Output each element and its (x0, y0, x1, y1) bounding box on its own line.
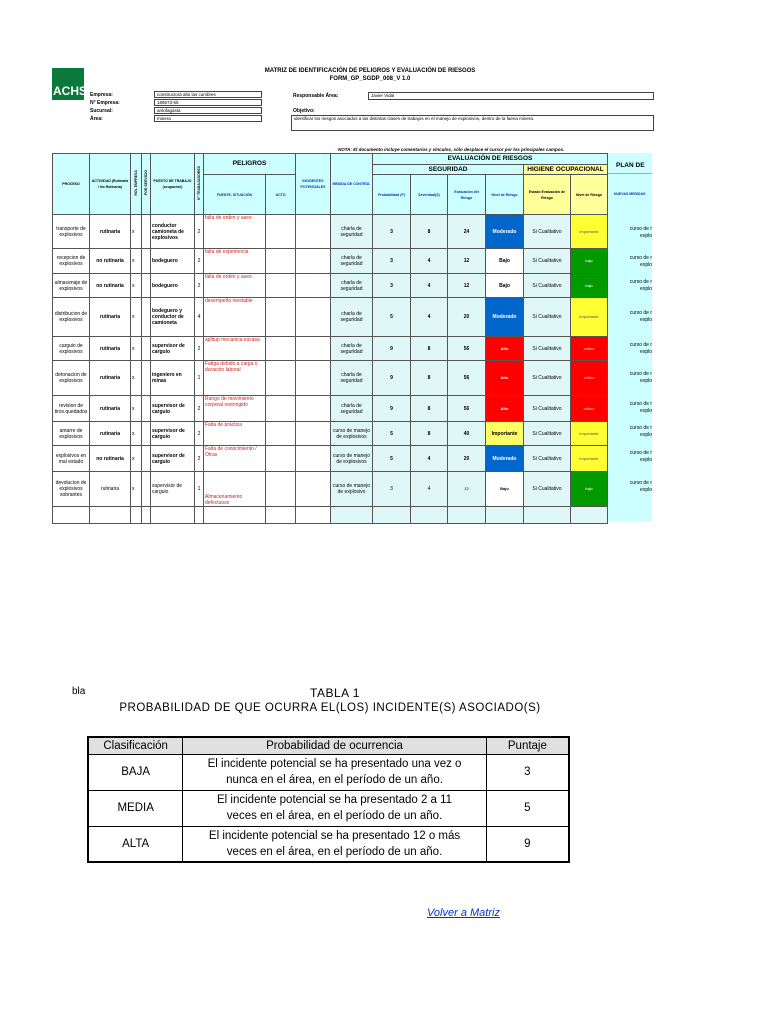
objetivo-field[interactable]: identificar los riesgos asociados a las distintas clases de trabajos en el manejo de explosivos, dentro de la faena minera. (291, 115, 654, 131)
higiene-header: HIGIENE OCUPACIONAL (524, 165, 608, 175)
objetivo-label: Objetivo: (293, 108, 315, 114)
table-row: transporte de explosivos rutinaria x conductor camioneta de explosivos 2 falta de orden y aseo charla de seguridad 3 8 24 Moderado Si Cualitativo importante (53, 215, 608, 249)
table-row-empty (53, 507, 608, 524)
plan-cell: explo (640, 378, 652, 384)
table-row: explosivos en mal estado no rutinaria x supervisor de carguio 2 Falta de conocimiento / Otras curso de manejo de explosivos 5 4 20 Moderado Si Cualitativo importante (53, 446, 608, 472)
plan-cell: curso de r (629, 371, 652, 377)
matrix-title: MATRIZ DE IDENTIFICACIÓN DE PELIGROS Y EVALUACIÓN DE RIESGOS (264, 68, 476, 74)
plan-cell: explo (640, 286, 652, 292)
plan-cell: curso de r (629, 279, 652, 285)
risk-matrix-table (52, 153, 608, 524)
probabilidad-header: Probabilidad de ocurrencia (183, 737, 486, 754)
tabla-title: TABLA 1 (310, 686, 360, 700)
nivel-riesgo-badge: Alto (486, 396, 524, 422)
responsable-field[interactable]: Javier Vidal (368, 92, 654, 100)
table-row: ALTA El incidente potencial se ha presentado 12 o más veces en el área, en el período de un año. 9 (88, 826, 569, 862)
area-field[interactable]: minera (154, 115, 262, 122)
puntaje-header: Puntaje (486, 737, 569, 754)
empresa-label: Empresa: (90, 92, 113, 98)
severidad-header: Severidad(S) (411, 175, 448, 215)
table-row: distribucion de explosivos rutinaria x bodeguero y conductor de camioneta 4 desempeño inestable charla de seguridad 5 4 20 Moderado Si Cualitativo importante (53, 298, 608, 337)
table-row: almacenaje de explosivos no rutinaria x bodeguero 2 falta de orden y aseo charla de seguridad 3 4 12 Bajo Si Cualitativo bajo (53, 274, 608, 298)
evaluacion-header: EVALUACIÓN DE RIESGOS (373, 154, 608, 165)
nivel-riesgo-badge: Bajo (486, 472, 524, 507)
plan-cell: curso de r (629, 450, 652, 456)
table-row: MEDIA El incidente potencial se ha presentado 2 a 11 veces en el área, en el período de un año. 5 (88, 790, 569, 826)
table-row: recepcion de explosivos no rutinaria x bodeguero 2 falta de experiencia charla de seguridad 3 4 12 Bajo Si Cualitativo bajo (53, 249, 608, 274)
nivel-riesgo-badge: Moderado (486, 446, 524, 472)
empresa-field[interactable]: constructora alto las cumbres (154, 91, 262, 98)
plan-cell: explo (640, 349, 652, 355)
plan-cell: explo (640, 233, 652, 239)
plan-cell: curso de r (629, 425, 652, 431)
medida-header: MEDIDA DE CONTROL (331, 154, 373, 215)
nivel-riesgo-badge: Bajo (486, 274, 524, 298)
table-row: revision de tiros quedados rutinaria x supervisor de carguio 2 Rango de movimiento corporal restringido charla de seguridad 9 8 56 Alto Si Cualitativo crítico (53, 396, 608, 422)
n-trabajadores-header: N° TRABAJADORES (195, 154, 204, 215)
nivel-riesgo-badge: Bajo (486, 249, 524, 274)
eval-riesgo-header: Evaluación del Riesgo (448, 175, 486, 215)
plan-cell: curso de r (629, 401, 652, 407)
fuente-header: FUENTE, SITUACIÓN (204, 175, 266, 215)
responsable-label: Responsable Área: (293, 93, 339, 99)
acto-header: ACTO (266, 175, 296, 215)
plan-header: PLAN DE (606, 153, 652, 174)
nivel-riesgo-h-header: Nivel de Riesgo (571, 175, 608, 215)
plan-cell: curso de r (629, 480, 652, 486)
document-note: NOTA: El documento incluye comentarios y vínculos, sólo desplace el cursor por los principales campos. (338, 147, 565, 152)
plan-cell: curso de r (629, 226, 652, 232)
achs-logo: ACHS (52, 68, 84, 100)
area-label: Área: (90, 116, 103, 122)
table-row: carguio de explosivos rutinaria x supervisor de carguio 2 aplitup mecanica escasa charla de seguridad 9 8 56 Alto Si Cualitativo crítico (53, 337, 608, 361)
n-empresa-label: N° Empresa: (90, 100, 120, 106)
volver-a-matriz-link[interactable]: Volver a Matriz (427, 907, 500, 919)
n-empresa-field[interactable]: 189673-65 (154, 99, 262, 106)
clasificacion-header: Clasificación (88, 737, 183, 754)
plan-cell: explo (640, 262, 652, 268)
plan-cell: explo (640, 487, 652, 493)
peligros-header: PELIGROS (204, 154, 296, 175)
puesto-header: PUESTO DE TRABAJO (ocupación) (151, 154, 195, 215)
plan-cell: curso de r (629, 310, 652, 316)
rol-empresa-header: ROL EMPRESA (131, 154, 142, 215)
plan-cell: curso de r (629, 255, 652, 261)
sucursal-field[interactable]: antofagasta (154, 107, 262, 114)
plan-cell: explo (640, 317, 652, 323)
nivel-riesgo-badge: Moderado (486, 298, 524, 337)
proceso-header: PROCESO (53, 154, 90, 215)
bla-text: bla (72, 686, 86, 697)
table-row: devolucion de explosivos sobrantes rutinaria x supervisor de carguio 1 Almacenamiento defectuoso curso de manejo de explosivo 3 4 12 Bajo Si Cualitativo bajo (53, 472, 608, 507)
plan-cell: explo (640, 408, 652, 414)
plan-cell: explo (640, 457, 652, 463)
nivel-riesgo-badge: Importante (486, 422, 524, 446)
form-code: FORM_GP_SGDP_008_V 1.0 (329, 76, 411, 82)
nivel-riesgo-badge: Alto (486, 361, 524, 396)
incidentes-header: INCIDENTES POTENCIALES (296, 154, 331, 215)
sucursal-label: Sucursal: (90, 108, 113, 114)
por-servicio-header: POR SERVICIO (142, 154, 151, 215)
nuevas-medidas-header: NUEVAS MEDIDAS (614, 192, 646, 196)
actividad-header: ACTIVIDAD (Rutinaria / No Rutinaria) (90, 154, 131, 215)
probability-table (87, 736, 570, 863)
nivel-riesgo-badge: Moderado (486, 215, 524, 249)
nivel-riesgo-badge: Alto (486, 337, 524, 361)
tabla-subtitle: PROBABILIDAD DE QUE OCURRA EL(LOS) INCIDENTE(S) ASOCIADO(S) (119, 702, 541, 714)
nivel-riesgo-header: Nivel de Riesgo (486, 175, 524, 215)
plan-cell: curso de r (629, 342, 652, 348)
table-row: amarre de explosivos rutinaria x supervisor de carguio 2 Falta de práctica curso de manejo de explosivos 5 8 40 Importante Si Cualitativo importante (53, 422, 608, 446)
probabilidad-header: Probabilidad (P) (373, 175, 411, 215)
estado-eval-header: Estado Evaluación de Riesgo (524, 175, 571, 215)
seguridad-header: SEGURIDAD (373, 165, 524, 175)
plan-cell: explo (640, 432, 652, 438)
table-row: BAJA El incidente potencial se ha presentado una vez o nunca en el área, en el período de un año. 3 (88, 754, 569, 790)
table-row: detonacion de explosivos rutinaria x ingeniero en minas 1 Fatiga debido a carga o duración laboral charla de seguridad 9 8 56 Alto Si Cualitativo crítico (53, 361, 608, 396)
